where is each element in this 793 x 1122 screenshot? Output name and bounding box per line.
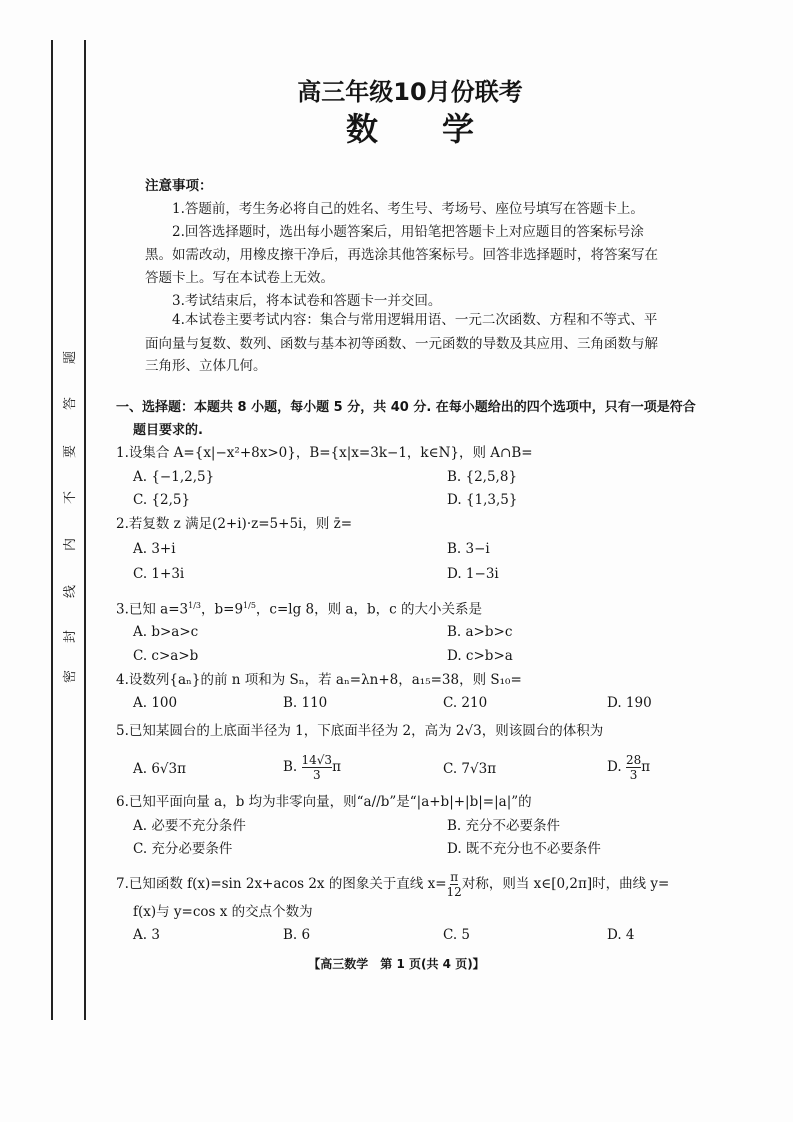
section-heading: 一、选择题：本题共 8 小题，每小题 5 分，共 40 分. 在每小题给出的四个选项中，只有一项是符合 — [116, 400, 696, 415]
option-letter: D. — [607, 759, 622, 775]
notes-heading: 注意事项： — [145, 178, 213, 194]
fraction — [626, 753, 641, 782]
q7-stem — [116, 868, 669, 900]
note-line: 1.答题前，考生务必将自己的姓名、考生号、考场号、座位号填写在答题卡上。 — [172, 201, 644, 217]
denominator: 3 — [312, 768, 321, 782]
q4-stem: 4.设数列{aₙ}的前 n 项和为 Sₙ，若 aₙ=λn+8，a₁₅=38，则 S₁₀= — [116, 672, 522, 688]
section-heading-cont: 题目要求的. — [133, 423, 203, 438]
q3-option-a: A. b>a>c — [133, 624, 199, 640]
q5-option-d — [607, 752, 650, 782]
subject-title: 数 学 — [345, 110, 474, 148]
q3-stem-b: ，b=9 — [201, 601, 244, 618]
note-line: 三角形、立体几何。 — [145, 358, 267, 374]
q1-option-b: B. {2,5,8} — [447, 469, 518, 485]
q4-option-d: D. 190 — [607, 695, 652, 711]
q3-option-c: C. c>a>b — [133, 648, 199, 664]
q3-exp-a: 1/3 — [188, 601, 201, 610]
margin-char: 要 — [63, 444, 79, 459]
margin-char: 题 — [63, 350, 79, 365]
q6-option-a: A. 必要不充分条件 — [133, 818, 246, 834]
numerator: 14√3 — [301, 753, 333, 767]
q3-exp-b: 1/5 — [243, 601, 256, 610]
q7-option-a: A. 3 — [133, 927, 160, 943]
note-line: 黑。如需改动，用橡皮擦干净后，再选涂其他答案标号。回答非选择题时，将答案写在 — [145, 247, 658, 263]
q6-stem: 6.已知平面向量 a，b 均为非零向量，则“a//b”是“|a+b|+|b|=|a|”的 — [116, 794, 532, 810]
margin-char: 答 — [63, 396, 79, 411]
q6-option-d: D. 既不充分也不必要条件 — [447, 841, 601, 857]
q6-option-b: B. 充分不必要条件 — [447, 818, 561, 834]
q2-option-c: C. 1+3i — [133, 566, 185, 582]
margin-char: 不 — [63, 490, 79, 505]
q4-option-a: A. 100 — [133, 695, 178, 711]
q7-option-c: C. 5 — [443, 927, 471, 943]
margin-line-left — [51, 40, 53, 1020]
q2-option-b: B. 3−i — [447, 541, 490, 557]
margin-char: 内 — [63, 537, 79, 552]
numerator: π — [450, 870, 459, 884]
option-letter: B. — [283, 759, 298, 775]
q5-option-c: C. 7√3π — [443, 761, 497, 777]
fraction — [447, 870, 462, 899]
note-line: 答题卡上。写在本试卷上无效。 — [145, 270, 334, 286]
margin-line-right — [84, 40, 86, 1020]
margin-char: 封 — [63, 629, 79, 644]
exam-title: 高三年级10月份联考 — [297, 78, 523, 106]
note-line: 2.回答选择题时，选出每小题答案后，用铅笔把答题卡上对应题目的答案标号涂 — [172, 224, 644, 240]
q2-option-a: A. 3+i — [133, 541, 176, 557]
fraction — [302, 753, 333, 782]
pi: π — [332, 759, 341, 775]
q6-option-c: C. 充分必要条件 — [133, 841, 233, 857]
q3-option-d: D. c>b>a — [447, 648, 513, 664]
note-line: 面向量与复数、数列、函数与基本初等函数、一元函数的导数及其应用、三角函数与解 — [145, 336, 658, 352]
denominator: 3 — [629, 768, 638, 782]
q7-stem-pre: 7.已知函数 f(x)=sin 2x+acos 2x 的图象关于直线 x= — [116, 876, 447, 892]
q2-stem: 2.若复数 z 满足(2+i)·z=5+5i，则 z̄= — [116, 516, 353, 532]
q4-option-b: B. 110 — [283, 695, 328, 711]
q1-option-d: D. {1,3,5} — [447, 492, 518, 508]
q7-stem-cont: f(x)与 y=cos x 的交点个数为 — [133, 904, 313, 920]
numerator: 28 — [625, 753, 642, 767]
q5-option-a: A. 6√3π — [133, 761, 186, 777]
note-line: 3.考试结束后，将本试卷和答题卡一并交回。 — [172, 293, 442, 309]
margin-char: 线 — [63, 584, 79, 599]
q3-stem-a: 3.已知 a=3 — [116, 601, 189, 618]
q5-stem: 5.已知某圆台的上底面半径为 1，下底面半径为 2，高为 2√3，则该圆台的体积为 — [116, 723, 604, 739]
q3-stem-c: ，c=lg 8，则 a，b，c 的大小关系是 — [255, 601, 482, 618]
note-line: 4.本试卷主要考试内容：集合与常用逻辑用语、一元二次函数、方程和不等式、平 — [172, 312, 658, 328]
q7-stem-post: 对称，则当 x∈[0,2π]时，曲线 y= — [461, 876, 670, 892]
pi: π — [641, 759, 651, 775]
q7-option-d: D. 4 — [607, 927, 635, 943]
q4-option-c: C. 210 — [443, 695, 488, 711]
q1-stem: 1.设集合 A={x|−x²+8x>0}，B={x|x=3k−1，k∈N}，则 A∩B= — [116, 445, 533, 461]
q7-option-b: B. 6 — [283, 927, 311, 943]
q3-option-b: B. a>b>c — [447, 624, 513, 640]
page-footer: 【高三数学 第 1 页(共 4 页)】 — [308, 957, 485, 971]
q1-option-a: A. {−1,2,5} — [133, 469, 215, 485]
q3-stem — [116, 597, 482, 619]
denominator: 12 — [446, 885, 462, 899]
q5-option-b — [283, 752, 341, 782]
margin-char: 密 — [63, 669, 79, 684]
q1-option-c: C. {2,5} — [133, 492, 191, 508]
q2-option-d: D. 1−3i — [447, 566, 499, 582]
